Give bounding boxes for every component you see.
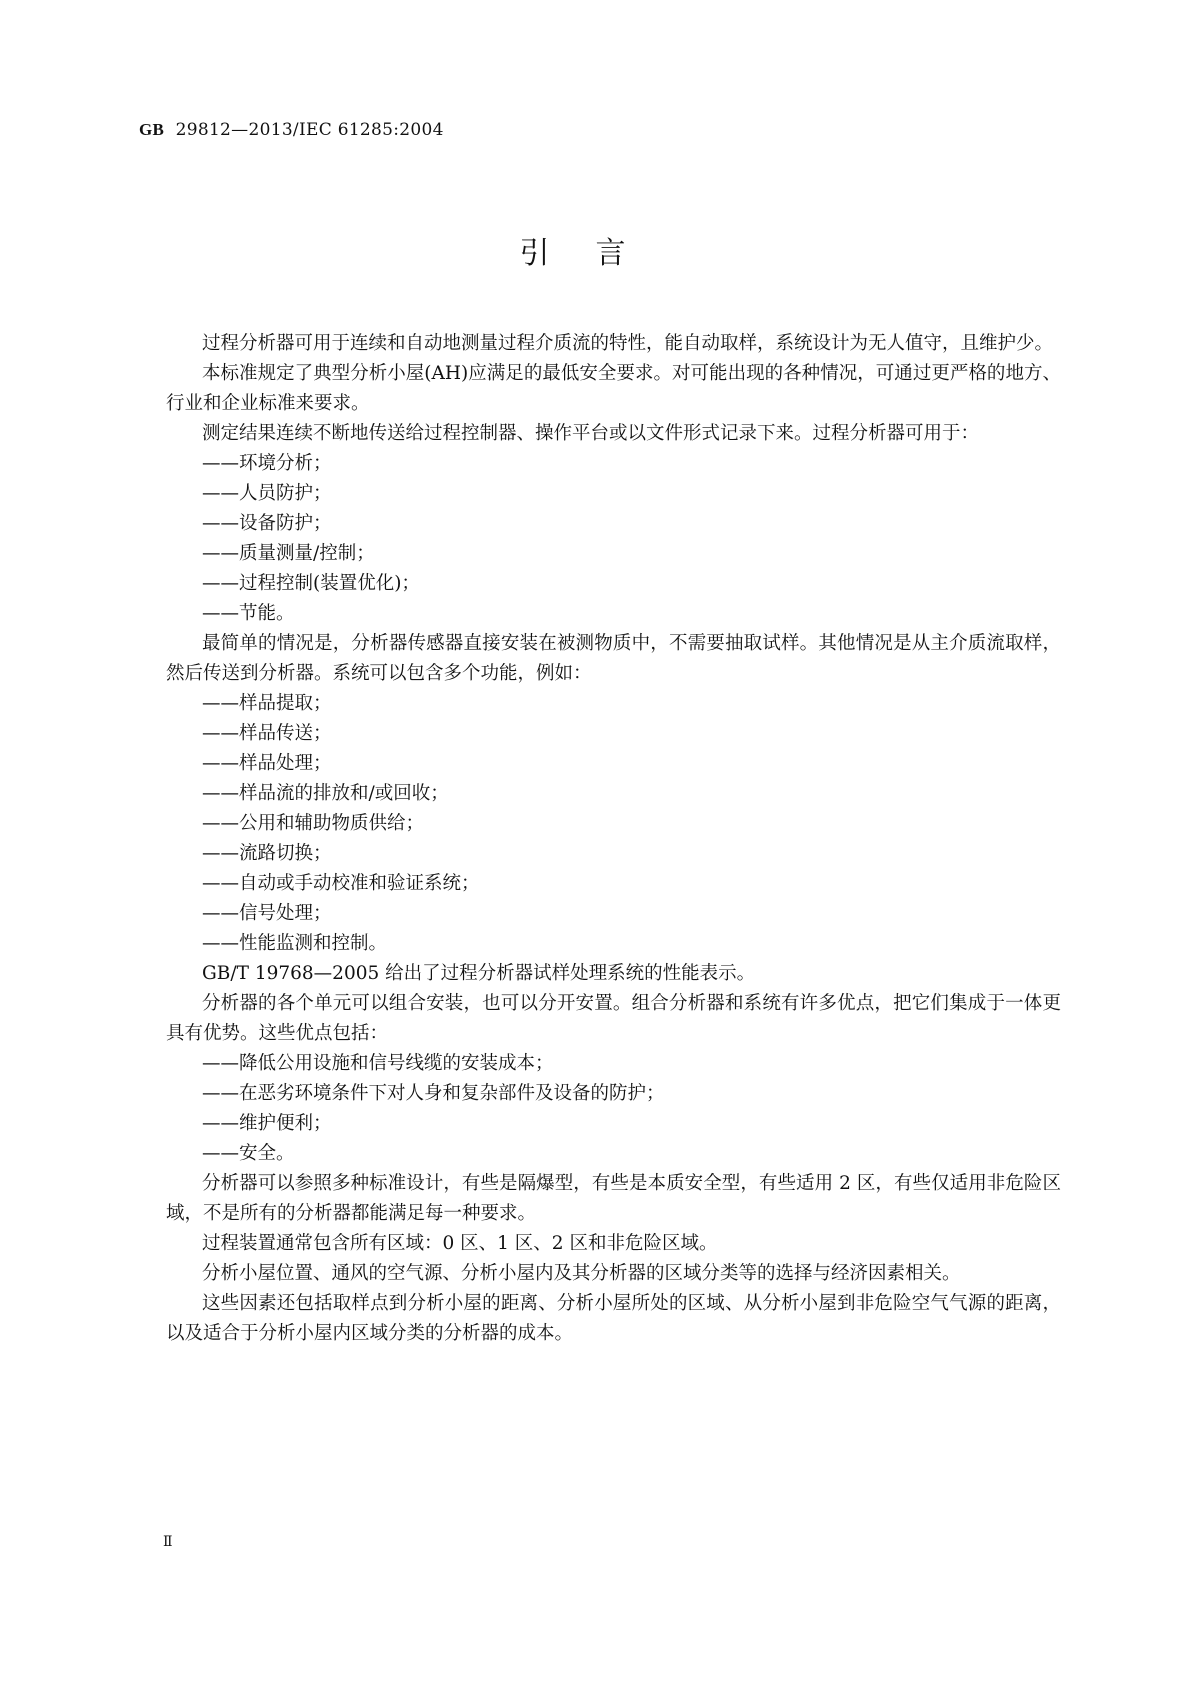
paragraph: 分析小屋位置、通风的空气源、分析小屋内及其分析器的区域分类等的选择与经济因素相关。 <box>202 1263 961 1284</box>
list-item: ——性能监测和控制。 <box>202 933 388 954</box>
list-item: ——样品提取； <box>202 693 332 714</box>
list-item: ——流路切换； <box>202 843 332 864</box>
list-item: ——样品流的排放和/或回收； <box>202 783 449 804</box>
list-item: ——过程控制(装置优化)； <box>202 573 420 594</box>
list-item: ——质量测量/控制； <box>202 543 375 564</box>
introduction-body <box>166 329 1061 1349</box>
standard-header <box>139 120 444 140</box>
paragraph: 过程分析器可用于连续和自动地测量过程介质流的特性，能自动取样，系统设计为无人值守，且维护少。 <box>202 333 1054 354</box>
list-item: ——安全。 <box>202 1143 295 1164</box>
list-item: ——维护便利； <box>202 1113 332 1134</box>
paragraph: 最简单的情况是，分析器传感器直接安装在被测物质中，不需要抽取试样。其他情况是从主介质流取样，然后传送到分析器。系统可以包含多个功能，例如： <box>166 633 1061 684</box>
page-number: Ⅱ <box>163 1534 172 1550</box>
list-item: ——样品传送； <box>202 723 332 744</box>
paragraph: 本标准规定了典型分析小屋(AH)应满足的最低安全要求。对可能出现的各种情况，可通过更严格的地方、行业和企业标准来要求。 <box>166 363 1061 414</box>
list-item: ——样品处理； <box>202 753 332 774</box>
list-item: ——自动或手动校准和验证系统； <box>202 873 480 894</box>
paragraph: GB/T 19768—2005 给出了过程分析器试样处理系统的性能表示。 <box>202 963 756 984</box>
header-prefix: GB <box>139 120 165 139</box>
list-item: ——设备防护； <box>202 513 332 534</box>
list-item: ——在恶劣环境条件下对人身和复杂部件及设备的防护； <box>202 1083 665 1104</box>
list-item: ——节能。 <box>202 603 295 624</box>
header-code: 29812—2013/IEC 61285:2004 <box>175 120 444 140</box>
page-title: 引言 <box>519 236 672 271</box>
paragraph: 这些因素还包括取样点到分析小屋的距离、分析小屋所处的区域、从分析小屋到非危险空气气源的距离，以及适合于分析小屋内区域分类的分析器的成本。 <box>166 1293 1061 1344</box>
paragraph: 测定结果连续不断地传送给过程控制器、操作平台或以文件形式记录下来。过程分析器可用于： <box>202 423 980 444</box>
list-item: ——信号处理； <box>202 903 332 924</box>
list-item: ——环境分析； <box>202 453 332 474</box>
list-item: ——公用和辅助物质供给； <box>202 813 425 834</box>
paragraph: 过程装置通常包含所有区域：0 区、1 区、2 区和非危险区域。 <box>202 1233 718 1254</box>
list-item: ——人员防护； <box>202 483 332 504</box>
list-item: ——降低公用设施和信号线缆的安装成本； <box>202 1053 554 1074</box>
paragraph: 分析器的各个单元可以组合安装，也可以分开安置。组合分析器和系统有许多优点，把它们集成于一体更具有优势。这些优点包括： <box>166 993 1061 1044</box>
paragraph: 分析器可以参照多种标准设计，有些是隔爆型，有些是本质安全型，有些适用 2 区，有些仅适用非危险区域，不是所有的分析器都能满足每一种要求。 <box>166 1173 1061 1224</box>
